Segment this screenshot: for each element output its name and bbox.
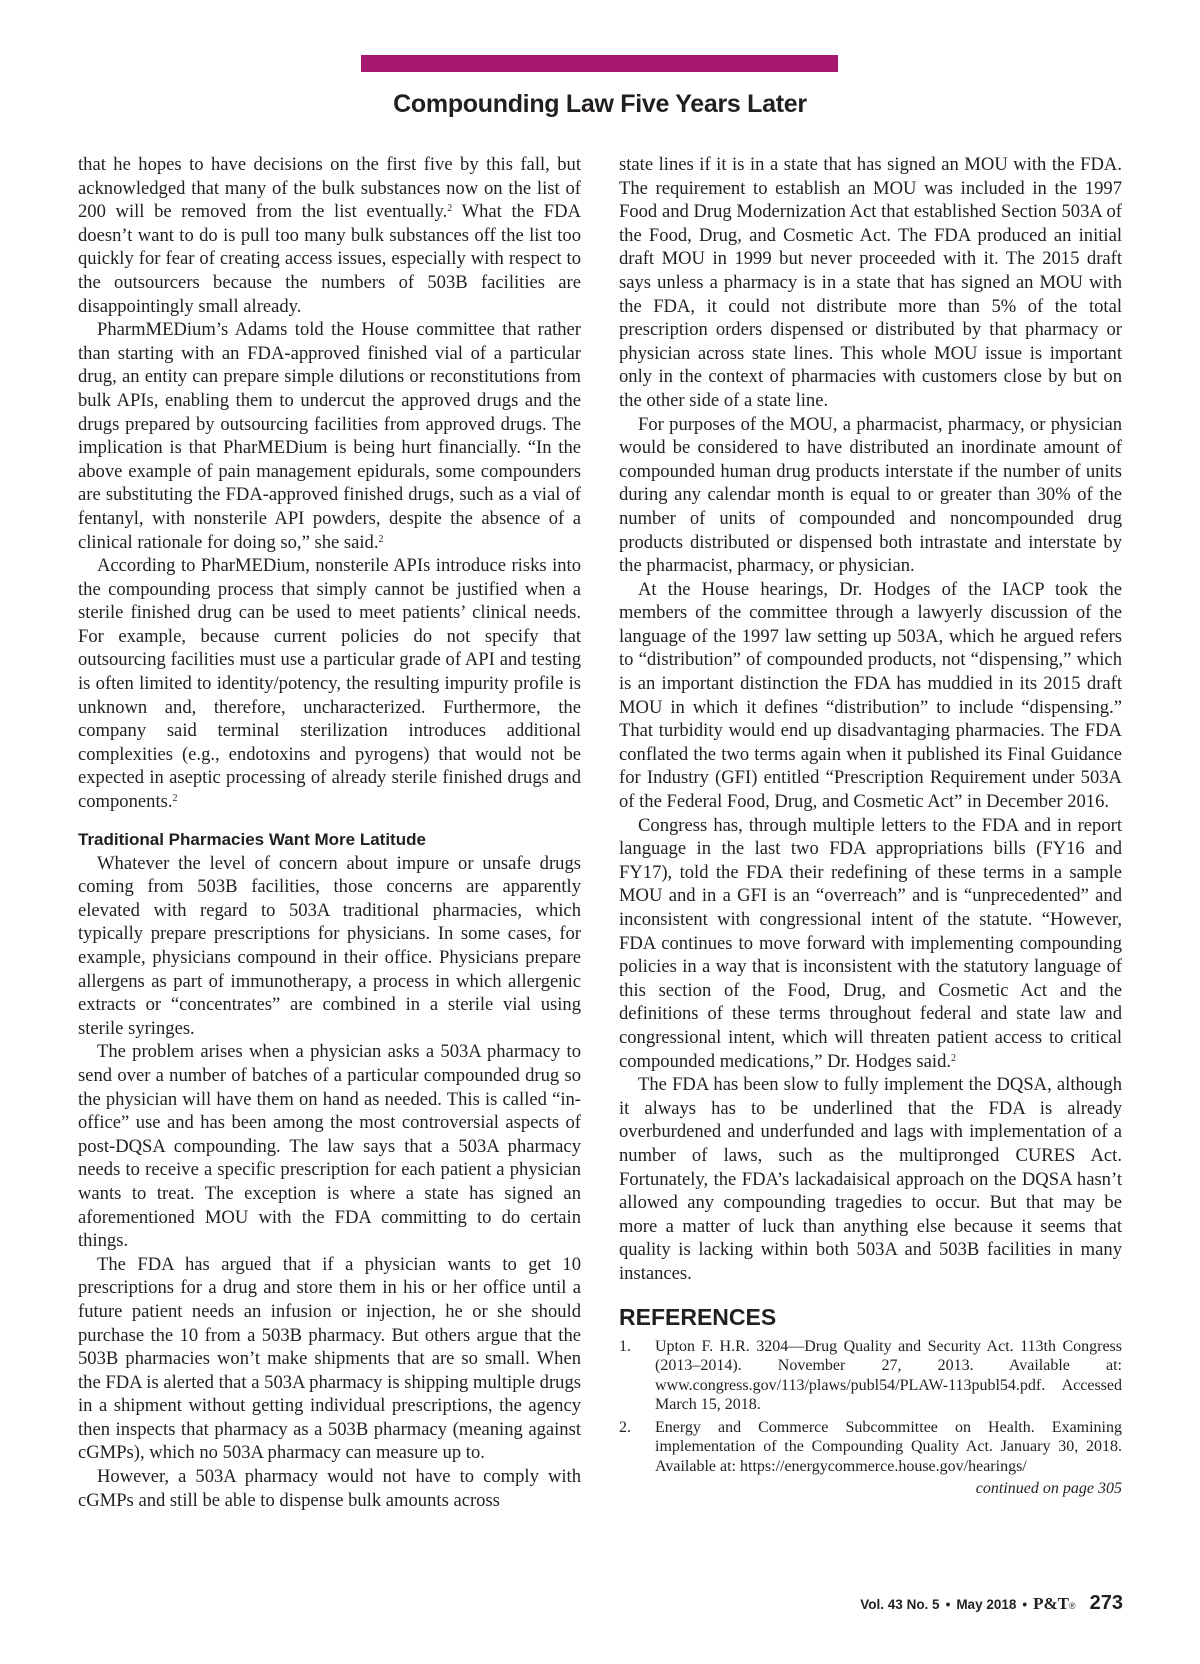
reference-number: 2.	[619, 1418, 631, 1436]
reference-text: Energy and Commerce Subcommittee on Health. Examining implementation of the Compounding Quality Act. January 30, 2018. Available at: https://energycommerce.house.gov/hearings/	[655, 1418, 1122, 1475]
references-list	[619, 1337, 1122, 1477]
reference-item	[619, 1418, 1122, 1477]
paragraph: state lines if it is in a state that has signed an MOU with the FDA. The requirement to establish an MOU was included in the 1997 Food and Drug Modernization Act that established Section 503A of the Food, Drug, and Cosmetic Act. The FDA produced an initial draft MOU in 1999 but never proceeded with it. The 2015 draft says unless a pharmacy is in a state that has signed an MOU with the FDA, it could not distribute more than 5% of the total prescription orders dispensed or distributed by that pharmacy or physician across state lines. This whole MOU issue is important only in the context of pharmacies with customers close by but on the other side of a state line.	[619, 154, 1122, 411]
section-subheading: Traditional Pharmacies Want More Latitude	[78, 829, 426, 849]
continued-note: continued on page 305	[975, 1480, 1122, 1497]
footer-separator: •	[945, 1597, 951, 1612]
left-column	[78, 153, 581, 1512]
paragraph: The problem arises when a physician asks a 503A pharmacy to send over a number of batches of a particular compounded drug so the physician will have them on hand as needed. This is called “in-office” use and has been among the most controversial aspects of post-DQSA compounding. The law says that a 503A pharmacy needs to receive a specific prescription for each patient a physician wants to treat. The exception is where a state has signed an aforementioned MOU with the FDA committing to do certain things.	[78, 1041, 581, 1252]
paragraph: Whatever the level of concern about impure or unsafe drugs coming from 503B facilities, those concerns are apparently elevated with regard to 503A traditional pharmacies, which typically prepare prescriptions for physicians. In some cases, for example, physicians compound in their office. Physicians prepare allergens as part of immunotherapy, a process in which allergenic extracts or “concentrates” are combined in a sterile vial using sterile syringes.	[78, 852, 581, 1039]
reference-number: 1.	[619, 1337, 631, 1355]
footer-separator: •	[1022, 1597, 1028, 1612]
page-title: Compounding Law Five Years Later	[393, 90, 807, 118]
paragraph: At the House hearings, Dr. Hodges of the IACP took the members of the committee through a lawyerly discussion of the language of the 1997 law setting up 503A, which he argued refers to “distribution” of compounded products, not “dispensing,” which is an important distinction the FDA has muddied in its 2015 draft MOU in which it defines “distribution” to include “dispensing.” That turbidity would end up disadvantaging pharmacies. The FDA conflated the two terms again when it published its Final Guidance for Industry (GFI) entitled “Prescription Requirement under 503A of the Federal Food, Drug, and Cosmetic Act” in December 2016.	[619, 578, 1122, 813]
references-heading: REFERENCES	[619, 1303, 777, 1330]
paragraph: Congress has, through multiple letters to the FDA and in report language in the last two FDA appropriations bills (FY16 and FY17), told the FDA their redefining of these terms in a sample MOU and in a GFI is an “overreach” and is “unprecedented” and inconsistent with congressional intent of the statute. “However, FDA continues to move forward with implementing compounding policies in a way that is inconsistent with the statutory language of this section of the Food, Drug, and Cosmetic Act and the definitions of these terms throughout federal and state law and congressional intent, which will threaten patient access to critical compounded medications,” Dr. Hodges said.$^2$	[619, 814, 1122, 1072]
reference-item	[619, 1337, 1122, 1415]
issue-info: Vol. 43 No. 5	[860, 1597, 940, 1612]
paragraph: However, a 503A pharmacy would not have to comply with cGMPs and still be able to dispense bulk amounts across	[78, 1466, 581, 1511]
paragraph: that he hopes to have decisions on the first five by this fall, but acknowledged that many of the bulk substances now on the list of 200 will be removed from the list eventually.$^2$ What the FDA doesn’t want to do is pull too many bulk substances off the list too quickly for fear of creating access issues, especially with respect to the outsourcers because the numbers of 503B facilities are disappointingly small already.	[78, 154, 581, 317]
header-accent-bar	[361, 55, 838, 72]
reference-text: Upton F. H.R. 3204—Drug Quality and Security Act. 113th Congress (2013–2014). November 27, 2013. Available at: www.congress.gov/113/plaws/publ54/PLAW-113publ54.pdf. Accessed March 15, 2018.	[655, 1337, 1122, 1413]
issue-date: May 2018	[956, 1597, 1017, 1612]
right-column	[619, 153, 1122, 1499]
paragraph: The FDA has been slow to fully implement the DQSA, although it always has to be underlined that the FDA is already overburdened and underfunded and lags with implementation of a number of laws, such as the multipronged CURES Act. Fortunately, the FDA’s lackadaisical approach on the DQSA hasn’t allowed any compounding tragedies to occur. But that may be more a matter of luck than anything else because it seems that quality is lacking within both 503A and 503B facilities in many instances.	[619, 1074, 1122, 1284]
paragraph: According to PharMEDium, nonsterile APIs introduce risks into the compounding process that simply cannot be justified when a sterile finished drug can be used to meet patients’ clinical needs. For example, because current policies do not specify that outsourcing facilities must use a particular grade of API and testing is often limited to identity/potency, the resulting impurity profile is unknown and, therefore, uncharacterized. Furthermore, the company said terminal sterilization introduces additional complexities (e.g., endotoxins and pyrogens) that would not be expected in aseptic processing of already sterile finished drugs and components.$^2$	[78, 555, 581, 813]
page-footer	[860, 1592, 1123, 1615]
page-number: 273	[1089, 1592, 1123, 1614]
paragraph: For purposes of the MOU, a pharmacist, pharmacy, or physician would be considered to have distributed an inordinate amount of compounded human drug products interstate if the number of units during any calendar month is equal to or greater than 30% of the number of units of compounded and noncompounded drug products distributed or dispensed both intrastate and interstate by the pharmacist, pharmacy, or physician.	[619, 413, 1122, 577]
paragraph: PharmMEDium’s Adams told the House committee that rather than starting with an FDA-approved finished vial of a particular drug, an entity can prepare simple dilutions or reconstitutions from bulk APIs, enabling them to undercut the approved drugs and the drugs prepared by outsourcing facilities from approved drugs. The implication is that PharMEDium is being hurt financially. “In the above example of pain management epidurals, some compounders are substituting the FDA-approved finished drugs, such as a vial of fentanyl, with nonsterile API powders, despite the absence of a clinical rationale for doing so,” she said.$^2$	[78, 319, 581, 553]
journal-name: P&T®	[1033, 1594, 1076, 1613]
paragraph: The FDA has argued that if a physician wants to get 10 prescriptions for a drug and store them in his or her office until a future patient needs an infusion or injection, he or she should purchase the 10 from a 503B pharmacy. But others argue that the 503B pharmacies won’t make shipments that are so small. When the FDA is alerted that a 503A pharmacy is shipping multiple drugs in a shipment without getting individual prescriptions, the agency then inspects that pharmacy as a 503B pharmacy (meaning against cGMPs), which no 503A pharmacy can measure up to.	[78, 1253, 581, 1464]
